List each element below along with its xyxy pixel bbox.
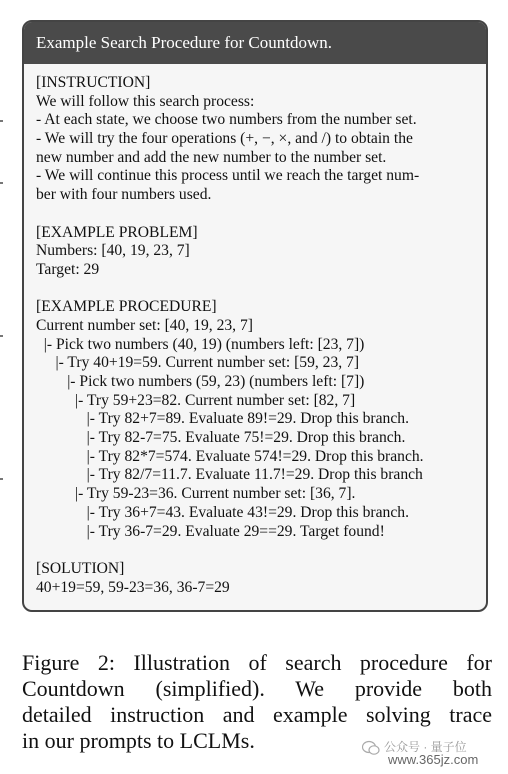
page-edge-mark [0,335,3,337]
caption-line: in our prompts to LCLMs. [22,728,255,753]
procedure-line: [INSTRUCTION] [36,74,151,91]
box-body [24,64,486,597]
procedure-line: - We will continue this process until we reach the target num- [36,167,420,185]
procedure-line: Numbers: [40, 19, 23, 7] [36,242,190,260]
procedure-line: |- Try 36+7=43. Evaluate 43!=29. Drop this branch. [36,503,409,521]
procedure-line: - We will try the four operations (+, −, ×, and /) to obtain the [36,130,413,148]
page-edge-mark [0,182,3,184]
procedure-line: Target: 29 [36,260,100,278]
procedure-line: |- Try 59+23=82. Current number set: [82, 7] [36,391,356,409]
procedure-line: [EXAMPLE PROCEDURE] [36,298,217,316]
procedure-line: [SOLUTION] [36,559,125,577]
watermark-url: www.365jz.com [388,752,479,767]
page-edge-mark [0,120,3,122]
box-title: Example Search Procedure for Countdown. [24,22,486,64]
procedure-line: |- Try 36-7=29. Evaluate 29==29. Target found! [36,522,385,540]
procedure-line: |- Pick two numbers (59, 23) (numbers left: [7]) [36,373,365,390]
procedure-line: |- Pick two numbers (40, 19) (numbers left: [23, 7]) [36,335,365,353]
procedure-line: |- Try 82+7=89. Evaluate 89!=29. Drop this branch. [36,410,409,428]
procedure-line: - At each state, we choose two numbers from the number set. [36,111,417,129]
procedure-line: |- Try 40+19=59. Current number set: [59, 23, 7] [36,354,360,372]
procedure-line: [EXAMPLE PROBLEM] [36,223,198,241]
page-edge-mark [0,478,3,480]
watermark-label: 公众号 · 量子位 [384,740,467,754]
blank-line [36,280,486,299]
procedure-line: 40+19=59, 59-23=36, 36-7=29 [36,578,230,596]
blank-line [36,205,486,224]
procedure-line: |- Try 59-23=36. Current number set: [36, 7]. [36,485,356,503]
wechat-icon [362,740,380,756]
caption-line: Countdown (simplified). We provide both [22,676,492,701]
caption-line: Figure 2: Illustration of search procedure for [22,650,492,675]
procedure-line: |- Try 82-7=75. Evaluate 75!=29. Drop this branch. [36,429,406,447]
blank-line [36,541,486,560]
procedure-line: ber with four numbers used. [36,186,212,204]
procedure-line: Current number set: [40, 19, 23, 7] [36,316,253,334]
procedure-line: |- Try 82*7=574. Evaluate 574!=29. Drop this branch. [36,447,424,465]
procedure-line: new number and add the new number to the number set. [36,148,387,166]
caption-line: detailed instruction and example solving trace [22,702,492,727]
procedure-line: |- Try 82/7=11.7. Evaluate 11.7!=29. Drop this branch [36,466,423,484]
search-procedure-box [22,20,488,612]
procedure-line: We will follow this search process: [36,92,255,110]
